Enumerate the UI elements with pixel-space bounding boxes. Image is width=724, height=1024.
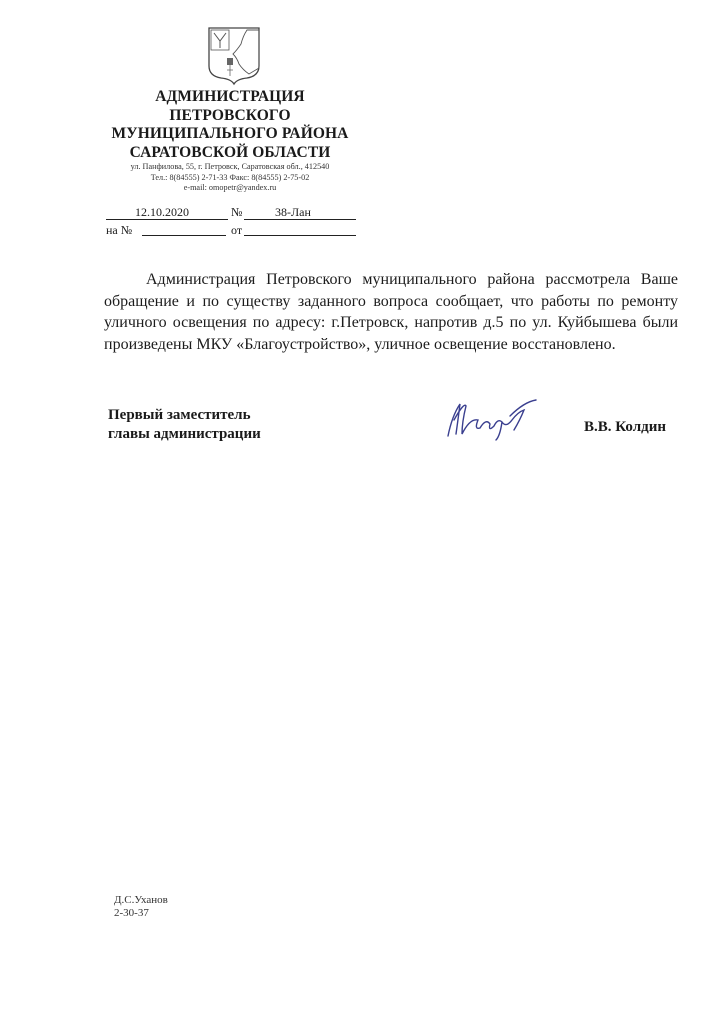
org-line: САРАТОВСКОЙ ОБЛАСТИ <box>129 143 331 161</box>
executor <box>114 894 168 920</box>
executor-phone: 2-30-37 <box>114 907 149 919</box>
from-underline <box>244 235 356 236</box>
handwritten-signature <box>440 396 540 442</box>
address-line: ул. Панфилова, 55, г. Петровск, Саратовская обл., 412540 <box>130 162 330 171</box>
reference-underline <box>142 235 226 236</box>
address-line: e-mail: omopetr@yandex.ru <box>183 183 277 192</box>
signatory-position <box>108 406 261 444</box>
reference-label: на № <box>106 223 133 237</box>
signatory-name: В.В. Колдин <box>584 419 666 435</box>
outgoing-date: 12.10.2020 <box>135 205 189 219</box>
org-line: МУНИЦИПАЛЬНОГО РАЙОНА <box>111 125 349 142</box>
address-line: Тел.: 8(84555) 2-71-33 Факс: 8(84555) 2-75-02 <box>150 172 310 182</box>
from-label: от <box>231 223 243 237</box>
date-underline <box>106 219 228 220</box>
letter-body: Администрация Петровского муниципального района рассмотрела Ваше обращение и по существу заданного вопроса сообщает, что работы по ремонту уличного освещения по адресу: г.Петровск, напротив д.5 по ул. Куйбышева были произведены МКУ «Благоустройство», уличное освещение восстановлено. <box>104 271 678 353</box>
organization-address <box>100 162 360 194</box>
number-underline <box>244 219 356 220</box>
org-line: АДМИНИСТРАЦИЯ <box>155 88 305 105</box>
executor-name: Д.С.Уханов <box>114 894 168 906</box>
coat-of-arms-emblem <box>203 24 265 86</box>
organization-name <box>100 88 360 162</box>
org-line: ПЕТРОВСКОГО <box>169 106 291 124</box>
position-line: Первый заместитель <box>108 407 251 423</box>
number-label: № <box>231 205 243 219</box>
position-line: главы администрации <box>108 426 261 442</box>
outgoing-number: 38-Лан <box>275 205 311 219</box>
